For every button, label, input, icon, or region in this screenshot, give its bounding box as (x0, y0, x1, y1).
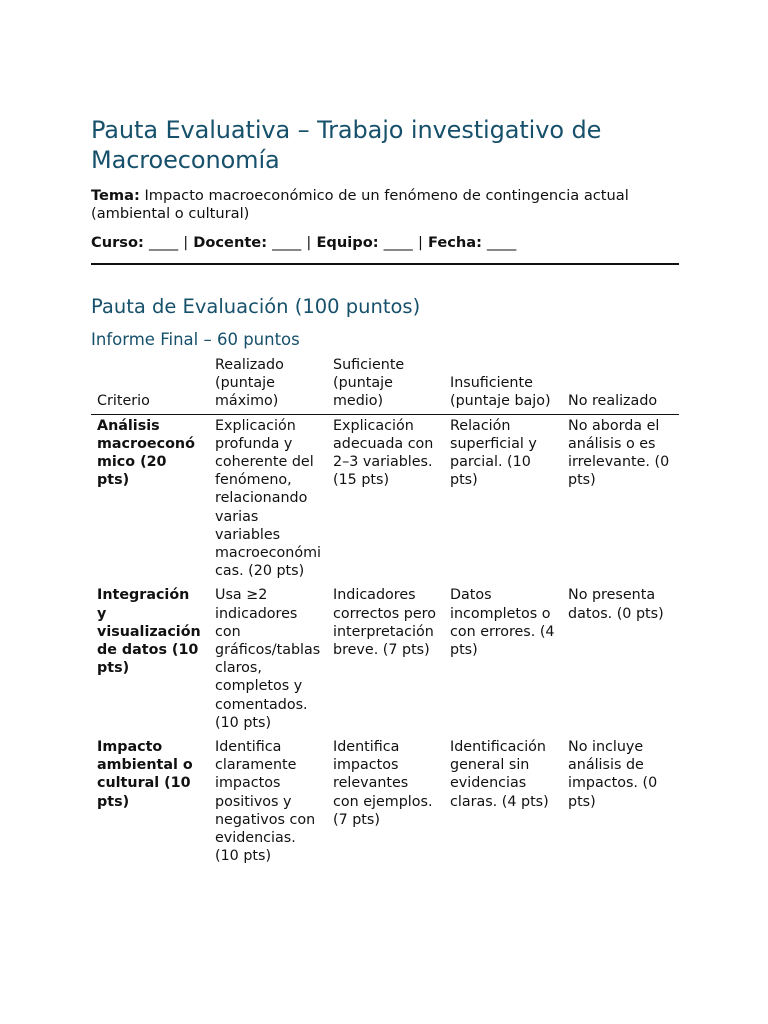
document-title: Pauta Evaluativa – Trabajo investigativo de Macroeconomía (91, 116, 602, 174)
document-page (91, 115, 679, 869)
table-row (91, 584, 679, 736)
equipo-label: Equipo: (316, 234, 379, 251)
tema-text: Impacto macroeconómico de un fenómeno de contingencia actual (ambiental o cultural) (91, 187, 629, 222)
docente-label: Docente: (193, 234, 268, 251)
header-suficiente: Suficiente (puntaje medio) (327, 356, 444, 414)
docente-value: ____ (272, 234, 302, 251)
separator: | (306, 234, 312, 251)
no-realizado-cell: No presenta datos. (0 pts) (568, 587, 664, 622)
suficiente-cell: Identifica impactos relevantes con ejemplos. (7 pts) (333, 739, 433, 828)
header-insuficiente: Insuficiente (puntaje bajo) (444, 356, 562, 414)
equipo-value: ____ (383, 234, 413, 251)
tema-label: Tema: (91, 187, 140, 204)
table-row (91, 414, 679, 584)
header-realizado: Realizado (puntaje máximo) (209, 356, 327, 414)
realizado-cell: Explicación profunda y coherente del fenómeno, relacionando varias variables macroeconómicas. (20 pts) (215, 417, 321, 580)
header-criterio: Criterio (91, 356, 209, 414)
fecha-value: ____ (487, 234, 517, 251)
no-realizado-cell: No aborda el análisis o es irrelevante. (0 pts) (568, 417, 670, 489)
info-line (91, 234, 679, 252)
realizado-cell: Usa ≥2 indicadores con gráficos/tablas claros, completos y comentados. (10 pts) (215, 587, 321, 731)
criterion-cell: Integración y visualización de datos (10 pts) (97, 587, 201, 677)
suficiente-cell: Indicadores correctos pero interpretación breve. (7 pts) (333, 587, 436, 659)
table-row (91, 736, 679, 869)
rubric-table (91, 356, 679, 869)
table-header-row (91, 356, 679, 414)
section-heading: Pauta de Evaluación (100 puntos) (91, 295, 421, 318)
insuficiente-cell: Identificación general sin evidencias claras. (4 pts) (450, 739, 549, 810)
insuficiente-cell: Datos incompletos o con errores. (4 pts) (450, 587, 555, 659)
header-no-realizado: No realizado (562, 356, 679, 414)
separator: | (183, 234, 189, 251)
criterion-cell: Análisis macroeconómico (20 pts) (97, 417, 195, 489)
insuficiente-cell: Relación superficial y parcial. (10 pts) (450, 417, 537, 489)
curso-label: Curso: (91, 234, 144, 251)
criterion-cell: Impacto ambiental o cultural (10 pts) (97, 739, 193, 810)
fecha-label: Fecha: (427, 234, 482, 251)
no-realizado-cell: No incluye análisis de impactos. (0 pts) (568, 739, 658, 810)
subsection-heading: Informe Final – 60 puntos (91, 330, 300, 349)
separator: | (417, 234, 423, 251)
realizado-cell: Identifica claramente impactos positivos y negativos con evidencias. (10 pts) (215, 739, 316, 865)
horizontal-rule (91, 263, 679, 265)
suficiente-cell: Explicación adecuada con 2–3 variables. (15 pts) (333, 417, 434, 489)
tema-line (91, 187, 679, 223)
curso-value: ____ (148, 234, 179, 251)
